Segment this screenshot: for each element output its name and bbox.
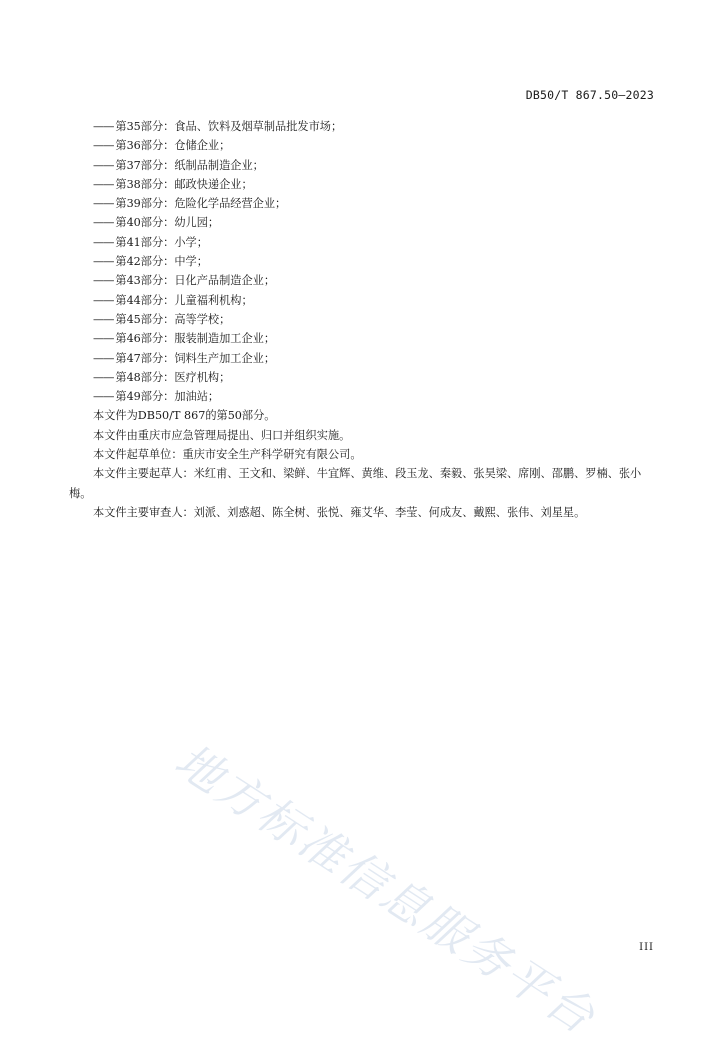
part-text: 第47部分：饲料生产加工企业； (115, 351, 276, 365)
part-list-item (69, 252, 655, 271)
part-list-item (69, 213, 655, 232)
dash: —— (93, 255, 114, 269)
part-text: 第46部分：服装制造加工企业； (115, 332, 276, 346)
dash: —— (93, 139, 114, 153)
dash: —— (93, 177, 114, 191)
dash: —— (93, 390, 114, 404)
watermark-text: 地方标准信息服务平台 (165, 732, 607, 1046)
part-list-item (69, 194, 655, 213)
dash: —— (93, 293, 114, 307)
part-list-item (69, 136, 655, 155)
part-text: 第37部分：纸制品制造企业； (115, 158, 264, 172)
part-text: 第35部分：食品、饮料及烟草制品批发市场； (115, 120, 343, 133)
page-number: III (639, 942, 654, 953)
part-list-item (69, 156, 655, 175)
part-text: 第43部分：日化产品制造企业； (115, 274, 276, 288)
dash: —— (93, 370, 114, 384)
part-list-item (69, 233, 655, 252)
part-text: 第38部分：邮政快递企业； (115, 177, 253, 191)
reviewers-statement: 本文件主要审查人：刘派、刘惑超、陈全树、张悦、雍艾华、李莹、何成友、戴熙、张伟、刘星星。 (93, 505, 586, 519)
part-list-item (69, 329, 655, 348)
dash: —— (93, 351, 114, 365)
part-list-item (69, 175, 655, 194)
part-text: 第48部分：医疗机构； (115, 370, 231, 384)
part-text: 第49部分：加油站； (115, 390, 220, 404)
part-list-item (69, 271, 655, 290)
part-text: 第44部分：儿童福利机构； (115, 293, 253, 307)
dash: —— (93, 216, 114, 230)
dash: —— (93, 120, 114, 133)
part-text: 第42部分：中学； (115, 255, 208, 269)
dash: —— (93, 197, 114, 211)
dash: —— (93, 235, 114, 249)
part-list-item (69, 117, 655, 136)
part-text: 第36部分：仓储企业； (115, 139, 231, 153)
part-list-item (69, 368, 655, 387)
dash: —— (93, 312, 114, 326)
part-text: 第41部分：小学； (115, 235, 208, 249)
part-text: 第45部分：高等学校； (115, 312, 231, 326)
part-list-item (69, 310, 655, 329)
part-text: 第39部分：危险化学品经营企业； (115, 197, 287, 211)
part-list-item (69, 291, 655, 310)
drafters-statement: 本文件主要起草人：米红甫、王文和、梁鲜、牛宜辉、黄维、段玉龙、秦毅、张昊梁、席刚、邵鹏、罗楠、张小梅。 (69, 467, 642, 500)
document-body (69, 117, 655, 522)
dash: —— (93, 274, 114, 288)
part-list-item (69, 387, 655, 406)
part-list-item (69, 349, 655, 368)
part-text: 第40部分：幼儿园； (115, 216, 220, 230)
dash: —— (93, 158, 114, 172)
proposer-statement: 本文件由重庆市应急管理局提出、归口并组织实施。 (93, 428, 351, 442)
dash: —— (93, 332, 114, 346)
standard-number: DB50/T 867.50—2023 (525, 88, 654, 102)
drafting-unit-statement: 本文件起草单位：重庆市安全生产科学研究有限公司。 (93, 448, 362, 462)
part-of-statement: 本文件为DB50/T 867的第50部分。 (93, 409, 276, 423)
